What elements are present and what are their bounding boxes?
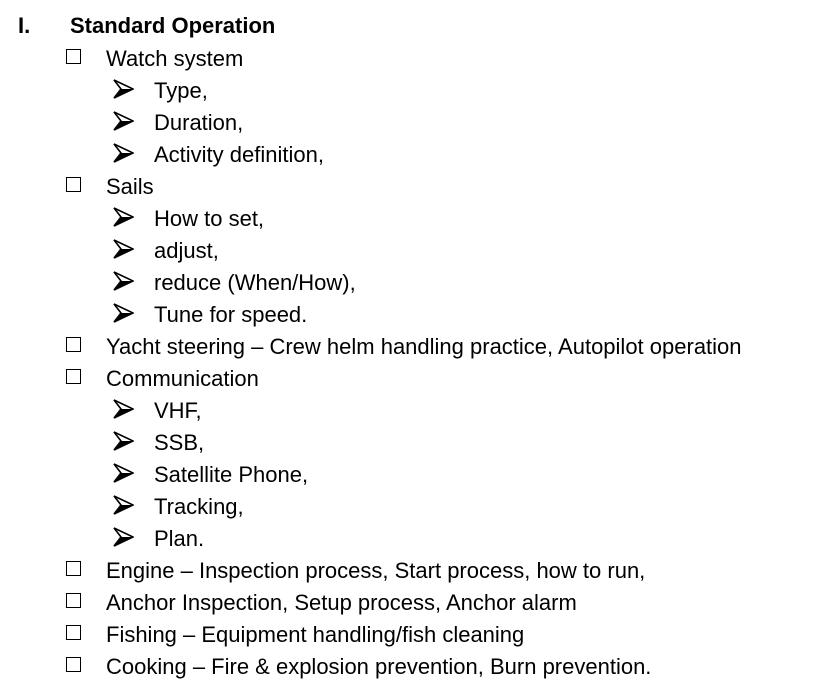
list-item: [0, 138, 833, 170]
list-item-label: Satellite Phone,: [154, 462, 309, 488]
checkbox-bullet-icon: [66, 49, 82, 65]
checkbox-bullet-icon: [66, 561, 82, 577]
list-item-label: Plan.: [154, 526, 205, 552]
list-item-label: reduce (When/How),: [154, 270, 356, 296]
list-item-label: Fishing – Equipment handling/fish cleaning: [106, 622, 525, 648]
checkbox-bullet-icon: [66, 369, 82, 385]
list-item-label: Tracking,: [154, 494, 244, 520]
arrowhead-bullet-icon: [112, 303, 134, 323]
arrowhead-bullet-icon: [112, 431, 134, 451]
list-item: [0, 74, 833, 106]
list-item-label: Activity definition,: [154, 142, 324, 168]
arrowhead-bullet-icon: [112, 79, 134, 99]
arrowhead-bullet-icon: [112, 143, 134, 163]
list-item-label: How to set,: [154, 206, 265, 232]
section-numeral: I.: [18, 13, 31, 38]
list-item-label: Engine – Inspection process, Start process, how to run,: [106, 558, 646, 584]
arrowhead-bullet-icon: [112, 495, 134, 515]
list-item-label: Watch system: [106, 46, 244, 72]
arrowhead-bullet-icon: [112, 239, 134, 259]
list-item: [0, 234, 833, 266]
list-item: [0, 554, 833, 586]
list-item-label: Communication: [106, 366, 259, 392]
checkbox-bullet-icon: [66, 625, 82, 641]
list-item: [0, 426, 833, 458]
list-item: [0, 362, 833, 394]
checkbox-bullet-icon: [66, 593, 82, 609]
list-item-label: VHF,: [154, 398, 202, 424]
list-item-label: Anchor Inspection, Setup process, Anchor alarm: [106, 590, 577, 616]
list-item-label: adjust,: [154, 238, 219, 264]
arrowhead-bullet-icon: [112, 111, 134, 131]
checkbox-bullet-icon: [66, 177, 82, 193]
list-item-label: Sails: [106, 174, 154, 200]
list-item: [0, 106, 833, 138]
list-item: [0, 458, 833, 490]
list-item-label: SSB,: [154, 430, 205, 456]
list-item: [0, 394, 833, 426]
list-item-label: Yacht steering – Crew helm handling practice, Autopilot operation: [106, 334, 742, 360]
section-title: Standard Operation: [70, 13, 276, 38]
list-item-label: Duration,: [154, 110, 244, 136]
list-item-label: Type,: [154, 78, 208, 104]
list-item: [0, 266, 833, 298]
arrowhead-bullet-icon: [112, 399, 134, 419]
section-heading: [18, 10, 275, 42]
list-item: [0, 618, 833, 650]
list-item: [0, 650, 833, 682]
outline-list: [0, 42, 833, 682]
list-item: [0, 522, 833, 554]
list-item: [0, 202, 833, 234]
list-item-label: Tune for speed.: [154, 302, 308, 328]
arrowhead-bullet-icon: [112, 527, 134, 547]
checkbox-bullet-icon: [66, 337, 82, 353]
list-item: [0, 298, 833, 330]
list-item: [0, 586, 833, 618]
list-item: [0, 490, 833, 522]
arrowhead-bullet-icon: [112, 463, 134, 483]
list-item: [0, 170, 833, 202]
list-item: [0, 330, 833, 362]
list-item-label: Cooking – Fire & explosion prevention, Burn prevention.: [106, 654, 652, 680]
list-item: [0, 42, 833, 74]
arrowhead-bullet-icon: [112, 271, 134, 291]
checkbox-bullet-icon: [66, 657, 82, 673]
arrowhead-bullet-icon: [112, 207, 134, 227]
